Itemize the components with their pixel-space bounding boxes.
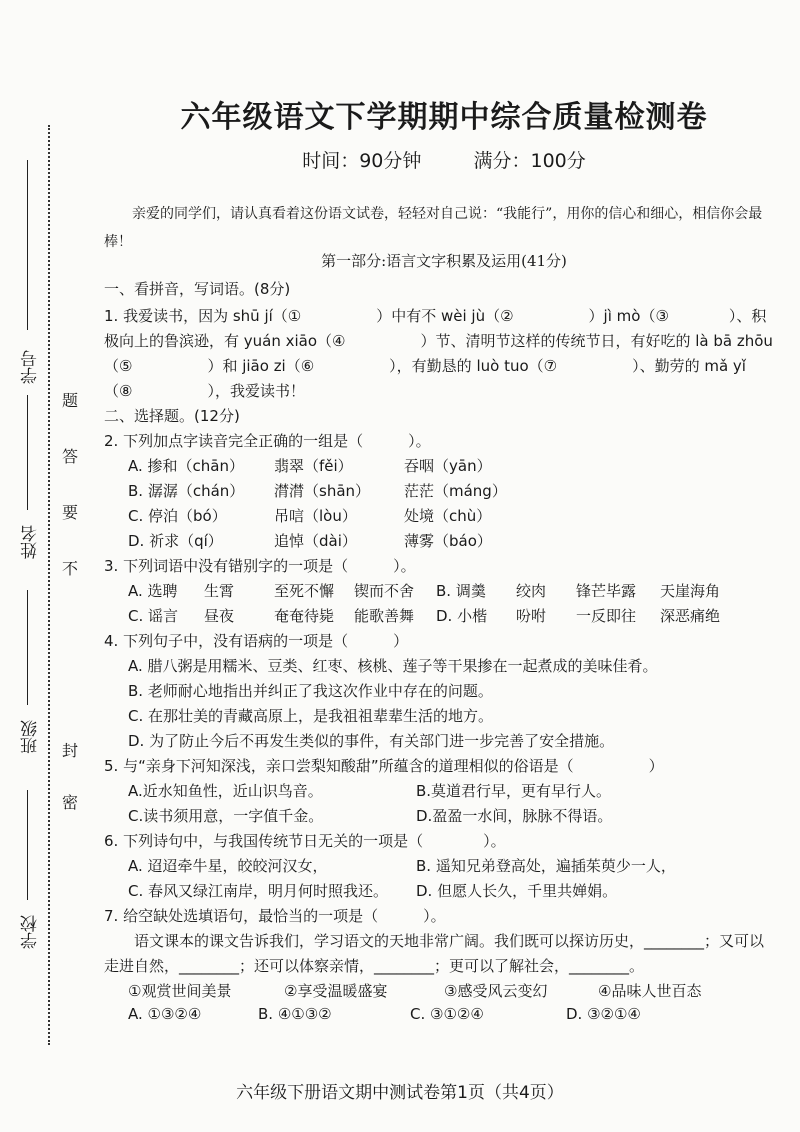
option: B. 老师耐心地指出并纠正了我这次作业中存在的问题。 [128,682,493,700]
option: A.近水知鱼性，近山识鸟音。 [128,782,323,800]
option: 深恶痛绝 [660,607,721,625]
seal-char: 密 [62,793,79,812]
school-blank [27,790,28,900]
exam-title: 六年级语文下学期期中综合质量检测卷 [180,100,708,135]
page-footer: 六年级下册语文期中测试卷第1页（共4页） [236,1083,564,1103]
question-stem: 7. 给空缺处选填语句，最恰当的一项是（ ）。 [104,907,446,925]
option: 追悼（dài） [274,532,357,550]
pinyin-line: 1. 我爱读书，因为 shū jí（① ）中有不 wèi jù（② ）jì mò（③ ）、积 [104,307,767,325]
option: B.莫道君行早，更有早行人。 [416,782,612,800]
option: 能歌善舞 [354,607,415,625]
option: B. 遥知兄弟登高处，遍插茱萸少一人， [416,857,676,875]
option: D. 为了防止今后不再发生类似的事件，有关部门进一步完善了安全措施。 [128,732,615,750]
intro-text: 亲爱的同学们，请认真看着这份语文试卷，轻轻对自己说：“我能行”，用你的信心和细心，相信你会最棒！ [104,206,763,250]
binding-margin [0,0,96,1132]
option: 天崖海角 [660,582,721,600]
question-stem: 6. 下列诗句中，与我国传统节日无关的一项是（ ）。 [104,832,506,850]
option: 潸潸（shān） [274,482,371,500]
option: C. ③①②④ [410,1005,484,1023]
option: B. ④①③② [258,1005,332,1023]
option: C.读书须用意，一字值千金。 [128,807,324,825]
class-label: 班级 [21,720,41,754]
option: B. 调羹 [436,582,486,600]
option: 至死不懈 [274,582,335,600]
option: D. ③②①④ [566,1005,641,1023]
option: A. 掺和（chān） [128,457,244,475]
class-blank [27,590,28,705]
option: B. 潺潺（chán） [128,482,245,500]
student-name-blank [27,395,28,510]
seal-char: 答 [62,447,79,466]
fill-choice: ③感受风云变幻 [444,982,548,1000]
option: C. 春风又绿江南岸，明月何时照我还。 [128,882,389,900]
exam-time: 时间：90分钟 [302,150,422,172]
option: D. 但愿人长久，千里共婵娟。 [416,882,618,900]
option: 锋芒毕露 [576,582,637,600]
option: A. 选聘 [128,582,178,600]
option: A. 腊八粥是用糯米、豆类、红枣、核桃、莲子等干果掺在一起煮成的美味佳肴。 [128,657,658,675]
option: D. 祈求（qí） [128,532,223,550]
option: 绞肉 [516,582,547,600]
option: 处境（chù） [404,507,492,525]
question-stem: 4. 下列句子中，没有语病的一项是（ ） [104,632,409,650]
option: 奄奄待毙 [274,607,335,625]
fill-choice: ②享受温暖盛宴 [284,982,388,1000]
question-stem: 3. 下列词语中没有错别字的一项是（ ）。 [104,557,416,575]
exam-score: 满分：100分 [473,150,586,172]
seal-char: 要 [62,503,79,522]
exam-meta [104,146,784,173]
section-heading: 二、选择题。(12分) [104,407,240,425]
seal-char: 题 [62,391,79,410]
option: 吞咽（yān） [404,457,492,475]
option: C. 在那壮美的青藏高原上，是我祖祖辈辈生活的地方。 [128,707,494,725]
option: 一反即往 [576,607,637,625]
option: 吩咐 [516,607,547,625]
seal-char: 不 [62,559,79,578]
fill-choice: ①观赏世间美景 [128,982,232,1000]
pinyin-line: （⑤ ）和 jiāo zi（⑥ ），有勤恳的 luò tuo（⑦ ）、勤劳的 mǎ yǐ [104,357,746,375]
option: D.盈盈一水间，脉脉不得语。 [416,807,613,825]
passage-line: 走进自然，________；还可以体察亲情，________；更可以了解社会，________。 [104,957,645,975]
fill-choice: ④品味人世百态 [598,982,702,1000]
option: 茫茫（máng） [404,482,507,500]
pinyin-line: （⑧ ），我爱读书！ [104,382,305,400]
passage-line: 语文课本的课文告诉我们，学习语文的天地非常广阔。我们既可以探访历史，________；又可以 [104,932,765,950]
option: 翡翠（fěi） [274,457,353,475]
option: 薄雾（báo） [404,532,492,550]
section-heading: 一、看拼音，写词语。(8分) [104,280,291,298]
question-stem: 2. 下列加点字读音完全正确的一组是（ ）。 [104,432,431,450]
option: 锲而不舍 [354,582,415,600]
option: D. 小楷 [436,607,488,625]
student-number-blank [27,160,28,330]
school-label: 学校 [21,915,41,949]
option: 昼夜 [204,607,235,625]
option: 生霄 [204,582,235,600]
pinyin-line: 极向上的鲁滨逊，有 yuán xiāo（④ ）节、清明节这样的传统节日，有好吃的 là bā zhōu [104,332,773,350]
option: C. 谣言 [128,607,179,625]
option: A. 迢迢牵牛星，皎皎河汉女， [128,857,328,875]
question-stem: 5. 与“亲身下河知深浅，亲口尝梨知酸甜”所蕴含的道理相似的俗语是（ ） [104,757,664,775]
student-number-label: 学号 [21,350,41,384]
student-name-label: 姓名 [21,525,41,559]
part-heading: 第一部分:语言文字积累及运用(41分) [321,252,567,270]
seal-char: 封 [62,741,79,760]
seal-dotted-line [48,125,50,1045]
option: 吊唁（lòu） [274,507,357,525]
option: C. 停泊（bó） [128,507,227,525]
option: A. ①③②④ [128,1005,202,1023]
